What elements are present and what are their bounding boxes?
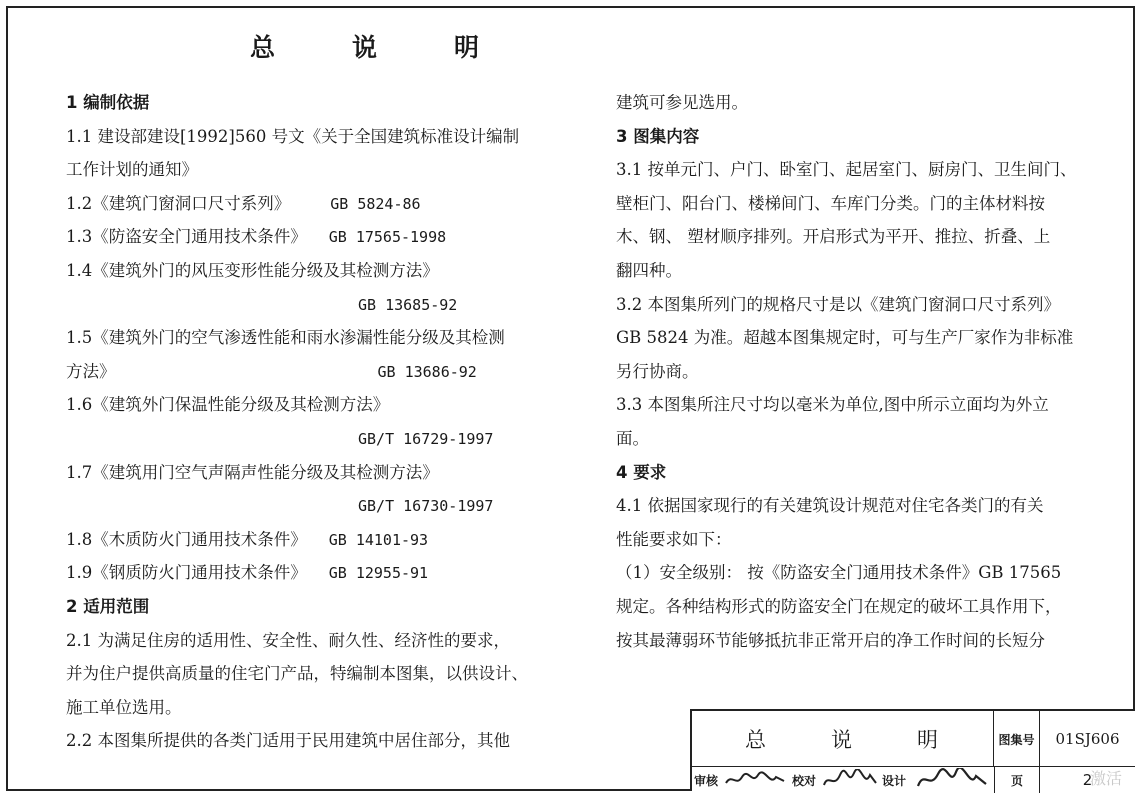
text-line bbox=[66, 624, 566, 658]
left-column bbox=[66, 86, 566, 758]
atlas-number-value: 01SJ606 bbox=[1055, 730, 1120, 748]
line-text: 面。 bbox=[616, 428, 649, 448]
text-line bbox=[66, 321, 566, 355]
text-line bbox=[616, 86, 1096, 120]
line-text: 3 图集内容 bbox=[616, 126, 700, 146]
line-text: 木、钢、 塑材顺序排列。开启形式为平开、推拉、折叠、上 bbox=[616, 227, 1051, 247]
text-line bbox=[616, 220, 1096, 254]
standard-code: GB/T 16729-1997 bbox=[358, 429, 494, 448]
review-label: 审核 bbox=[694, 773, 719, 788]
text-line bbox=[616, 523, 1096, 557]
text-line bbox=[66, 120, 566, 154]
line-text: （1）安全级别： 按《防盗安全门通用技术条件》GB 17565 bbox=[616, 563, 1062, 583]
section-heading bbox=[616, 456, 1096, 490]
title-block bbox=[690, 709, 1135, 791]
text-line bbox=[66, 422, 566, 456]
text-line bbox=[66, 288, 566, 322]
line-text: 1.8《木质防火门通用技术条件》 bbox=[66, 529, 307, 549]
text-line bbox=[616, 254, 1096, 288]
text-line bbox=[66, 657, 566, 691]
text-line bbox=[66, 153, 566, 187]
page-title: 总 说 明 bbox=[250, 33, 506, 62]
page-number: 2 bbox=[1082, 771, 1093, 789]
line-text: 方法》 bbox=[66, 361, 116, 381]
line-text: 1.1 建设部建设[1992]560 号文《关于全国建筑标准设计编制 bbox=[66, 126, 520, 146]
text-line bbox=[616, 321, 1096, 355]
text-line bbox=[66, 523, 566, 557]
text-line bbox=[616, 355, 1096, 389]
line-text: 3.3 本图集所注尺寸均以毫米为单位,图中所示立面均为外立 bbox=[616, 395, 1049, 415]
standard-code: GB 13685-92 bbox=[358, 295, 458, 314]
standard-code: GB/T 16730-1997 bbox=[358, 497, 494, 516]
text-line bbox=[66, 220, 566, 254]
section-heading bbox=[66, 86, 566, 120]
review-signature bbox=[724, 767, 792, 793]
line-text: 并为住户提供高质量的住宅门产品，特编制本图集，以供设计、 bbox=[66, 664, 528, 684]
line-text: 4.1 依据国家现行的有关建筑设计规范对住宅各类门的有关 bbox=[616, 496, 1044, 516]
text-line bbox=[616, 388, 1096, 422]
line-text: 壁柜门、阳台门、楼梯间门、车库门分类。门的主体材料按 bbox=[616, 193, 1045, 213]
text-line bbox=[616, 489, 1096, 523]
line-text: 性能要求如下： bbox=[616, 529, 732, 549]
line-text: 1.4《建筑外门的风压变形性能分级及其检测方法》 bbox=[66, 260, 439, 280]
line-text: 4 要求 bbox=[616, 462, 667, 482]
section-heading bbox=[616, 120, 1096, 154]
check-label: 校对 bbox=[792, 773, 817, 788]
text-line bbox=[616, 422, 1096, 456]
line-text: 3.1 按单元门、户门、卧室门、起居室门、厨房门、卫生间门、 bbox=[616, 160, 1077, 180]
design-label: 设计 bbox=[882, 773, 907, 788]
line-text: 建筑可参见选用。 bbox=[616, 93, 748, 112]
text-line bbox=[66, 388, 566, 422]
line-text: 1 编制依据 bbox=[66, 93, 150, 112]
text-line bbox=[66, 254, 566, 288]
text-line bbox=[66, 556, 566, 590]
text-line bbox=[66, 355, 566, 389]
text-line bbox=[66, 187, 566, 221]
sheet-title: 总 说 明 bbox=[692, 711, 994, 767]
text-line bbox=[616, 153, 1096, 187]
line-text: 2 适用范围 bbox=[66, 596, 150, 616]
text-line bbox=[66, 724, 566, 758]
check-signature bbox=[822, 767, 880, 793]
text-line bbox=[66, 691, 566, 725]
line-text: 翻四种。 bbox=[616, 260, 682, 280]
design-signature bbox=[914, 767, 992, 793]
line-text: 按其最薄弱环节能够抵抗非正常开启的净工作时间的长短分 bbox=[616, 630, 1045, 650]
line-text: 2.1 为满足住房的适用性、安全性、耐久性、经济性的要求， bbox=[66, 630, 510, 650]
line-text: 规定。各种结构形式的防盗安全门在规定的破坏工具作用下， bbox=[616, 596, 1062, 616]
text-line bbox=[66, 489, 566, 523]
standard-code: GB 13686-92 bbox=[377, 362, 477, 381]
standard-code: GB 17565-1998 bbox=[328, 228, 447, 247]
line-text: 1.5《建筑外门的空气渗透性能和雨水渗漏性能分级及其检测 bbox=[66, 328, 505, 348]
line-text: 1.7《建筑用门空气声隔声性能分级及其检测方法》 bbox=[66, 462, 439, 482]
page-label: 页 bbox=[994, 767, 1040, 793]
line-text: 施工单位选用。 bbox=[66, 697, 182, 717]
text-line bbox=[66, 456, 566, 490]
text-line bbox=[616, 288, 1096, 322]
line-text: 另行协商。 bbox=[616, 361, 699, 381]
text-line bbox=[616, 556, 1096, 590]
text-line bbox=[616, 187, 1096, 221]
line-text: 1.9《钢质防火门通用技术条件》 bbox=[66, 563, 307, 583]
standard-code: GB 5824-86 bbox=[330, 194, 421, 213]
line-text: GB 5824 为准。超越本图集规定时，可与生产厂家作为非标准 bbox=[616, 328, 1074, 348]
line-text: 工作计划的通知》 bbox=[66, 160, 198, 180]
section-heading bbox=[66, 590, 566, 624]
text-line bbox=[616, 590, 1096, 624]
standard-code: GB 14101-93 bbox=[328, 530, 429, 549]
line-text: 3.2 本图集所列门的规格尺寸是以《建筑门窗洞口尺寸系列》 bbox=[616, 294, 1060, 314]
atlas-number-label: 图集号 bbox=[994, 711, 1040, 767]
line-text: 2.2 本图集所提供的各类门适用于民用建筑中居住部分，其他 bbox=[66, 731, 510, 751]
activation-watermark: 激活 bbox=[1090, 769, 1123, 788]
line-text: 1.6《建筑外门保温性能分级及其检测方法》 bbox=[66, 395, 390, 415]
line-text: 1.2《建筑门窗洞口尺寸系列》 bbox=[66, 193, 291, 213]
standard-code: GB 12955-91 bbox=[328, 564, 429, 583]
right-column bbox=[616, 86, 1096, 657]
text-line bbox=[616, 624, 1096, 658]
line-text: 1.3《防盗安全门通用技术条件》 bbox=[66, 227, 307, 247]
